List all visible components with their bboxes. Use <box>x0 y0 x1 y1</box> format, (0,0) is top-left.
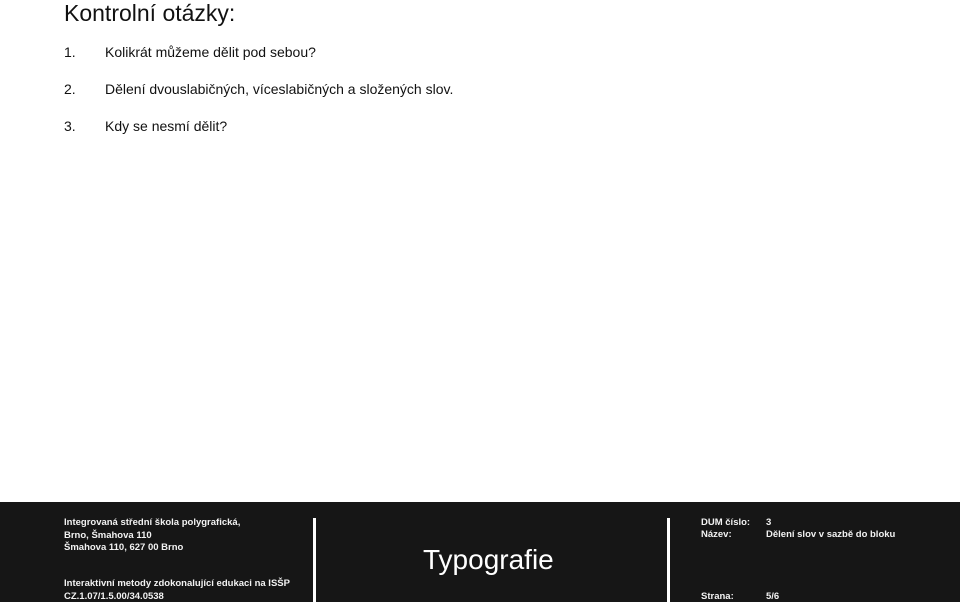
page-value: 5/6 <box>766 591 780 602</box>
title-value: Dělení slov v sazbě do bloku <box>766 529 896 540</box>
question-text: Kolikrát můžeme dělit pod sebou? <box>105 44 316 60</box>
document-footer <box>0 502 960 602</box>
school-name: Integrovaná střední škola polygrafická, <box>64 517 241 528</box>
title-label: Název: <box>701 529 732 540</box>
question-item <box>64 44 453 60</box>
dum-number-value: 3 <box>766 517 772 528</box>
page-label: Strana: <box>701 591 734 602</box>
question-item <box>64 81 453 97</box>
subject-title: Typografie <box>423 544 554 575</box>
footer-divider-right <box>667 518 670 602</box>
footer-divider-left <box>313 518 316 602</box>
question-text: Dělení dvouslabičných, víceslabičných a složených slov. <box>105 81 454 97</box>
school-city: Brno, Šmahova 110 <box>64 530 152 541</box>
question-text: Kdy se nesmí dělit? <box>105 118 228 134</box>
question-number: 1. <box>64 44 76 60</box>
dum-number-label: DUM číslo: <box>701 517 751 528</box>
question-number: 2. <box>64 81 76 97</box>
question-item <box>64 118 453 134</box>
project-code: CZ.1.07/1.5.00/34.0538 <box>64 591 164 602</box>
page-title: Kontrolní otázky: <box>64 0 236 26</box>
project-name: Interaktivní metody zdokonalující edukaci na ISŠP <box>64 578 290 589</box>
question-list <box>64 44 453 155</box>
school-address: Šmahova 110, 627 00 Brno <box>64 542 184 553</box>
question-number: 3. <box>64 118 76 134</box>
